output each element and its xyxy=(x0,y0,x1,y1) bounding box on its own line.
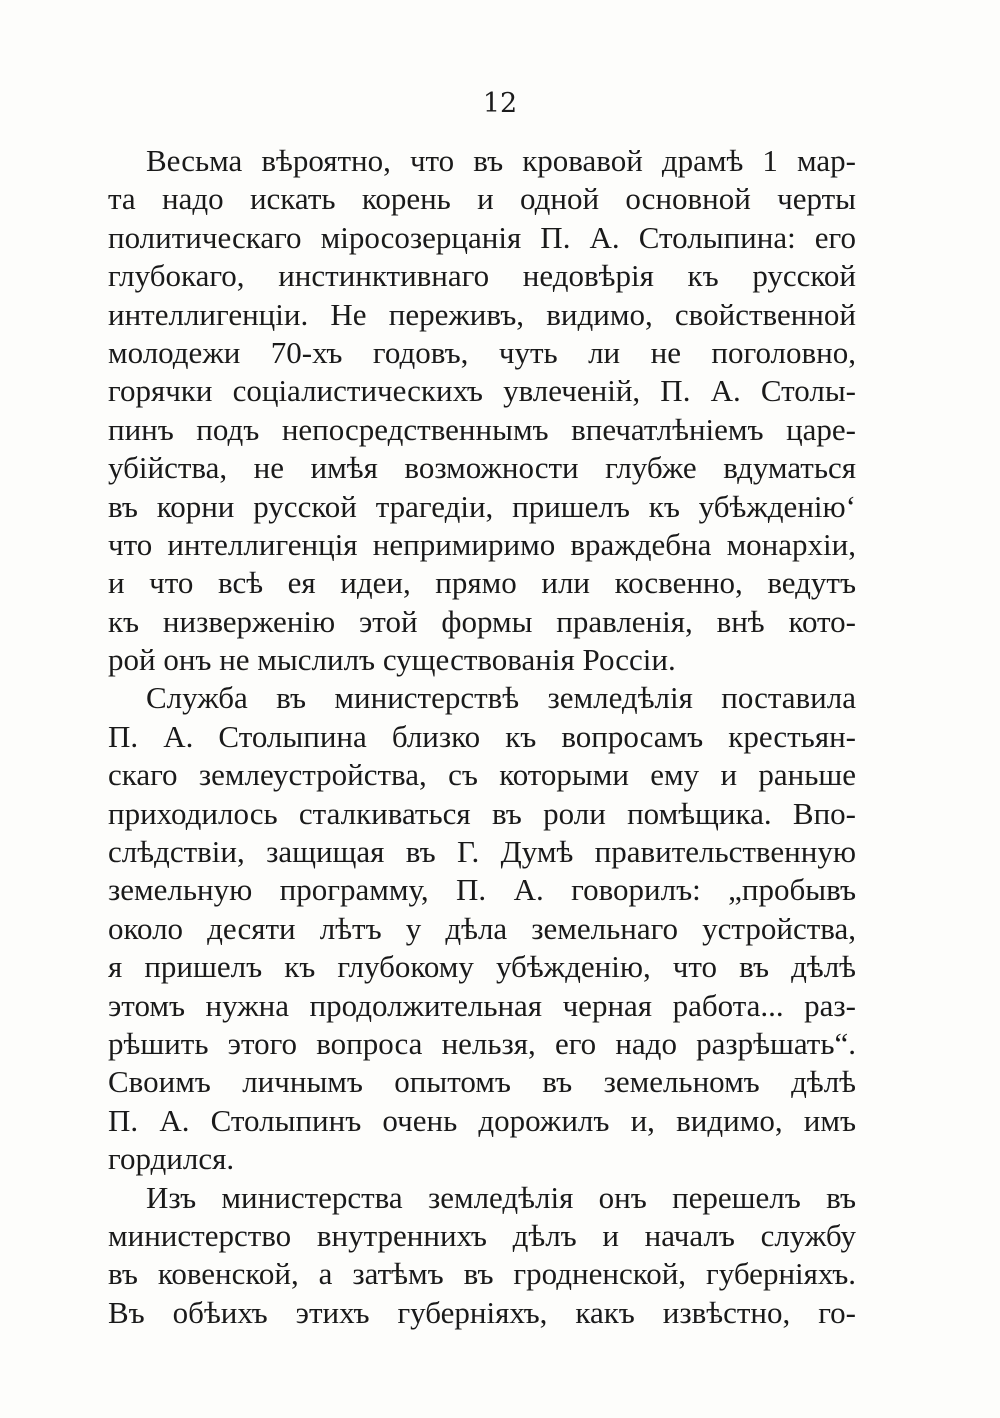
text-line: горячки соціалистическихъ увлеченій, П. А. Столы- xyxy=(108,373,856,409)
text-line: этомъ нужна продолжительная черная работа... раз- xyxy=(108,987,856,1023)
text-line: П. А. Столыпинъ очень дорожилъ и, видимо, имъ xyxy=(108,1102,856,1138)
text-line: министерство внутреннихъ дѣлъ и началъ службу xyxy=(108,1217,856,1253)
text-line: въ корни русской трагедіи, пришелъ къ убѣжденію‘ xyxy=(108,488,856,524)
text-line: рѣшить этого вопроса нельзя, его надо разрѣшать“. xyxy=(108,1025,856,1061)
text-line: глубокаго, инстинктивнаго недовѣрія къ русской xyxy=(108,258,856,294)
text-line: что интеллигенція непримиримо враждебна монархіи, xyxy=(108,526,856,562)
text-line: и что всѣ ея идеи, прямо или косвенно, ведутъ xyxy=(108,565,856,601)
text-line: Служба въ министерствѣ земледѣлія поставила xyxy=(146,680,856,716)
text-line: гордился. xyxy=(108,1141,235,1177)
text-line: я пришелъ къ глубокому убѣжденію, что въ дѣлѣ xyxy=(108,949,856,985)
page-number: 12 xyxy=(482,88,518,119)
text-line: Весьма вѣроятно, что въ кровавой драмѣ 1 мар- xyxy=(146,143,856,178)
text-line: интеллигенціи. Не переживъ, видимо, свойственной xyxy=(108,296,856,332)
body-text xyxy=(108,142,856,1332)
text-line: въ ковенской, а затѣмъ въ гродненской, губерніяхъ. xyxy=(108,1256,856,1292)
text-line: слѣдствіи, защищая въ Г. Думѣ правительственную xyxy=(108,834,856,870)
text-line: молодежи 70-хъ годовъ, чуть ли не поголовно, xyxy=(108,334,856,370)
text-line: около десяти лѣтъ у дѣла земельнаго устройства, xyxy=(108,910,856,946)
text-line: приходилось сталкиваться въ роли помѣщика. Впо- xyxy=(108,795,856,831)
text-line: та надо искать корень и одной основной черты xyxy=(108,181,856,217)
text-line: рой онъ не мыслилъ существованія Россіи. xyxy=(108,642,676,678)
text-line: убійства, не имѣя возможности глубже вдуматься xyxy=(108,450,856,486)
text-line: земельную программу, П. А. говорилъ: „пробывъ xyxy=(108,872,856,908)
text-line: Въ обѣихъ этихъ губерніяхъ, какъ извѣстно, го- xyxy=(108,1294,856,1330)
text-line: пинъ подъ непосредственнымъ впечатлѣніемъ царе- xyxy=(108,411,856,447)
text-line: политическаго міросозерцанія П. А. Столыпина: его xyxy=(108,219,856,255)
text-line: къ низверженію этой формы правленія, внѣ кото- xyxy=(108,603,856,639)
paragraph-1 xyxy=(108,142,856,679)
text-line: Своимъ личнымъ опытомъ въ земельномъ дѣлѣ xyxy=(108,1064,856,1100)
text-line: П. А. Столыпина близко къ вопросамъ крестьян- xyxy=(108,718,856,754)
text-line: Изъ министерства земледѣлія онъ перешелъ въ xyxy=(146,1179,856,1215)
paragraph-3 xyxy=(108,1179,856,1333)
text-line: скаго землеустройства, съ которыми ему и раньше xyxy=(108,757,856,793)
paragraph-2 xyxy=(108,679,856,1178)
